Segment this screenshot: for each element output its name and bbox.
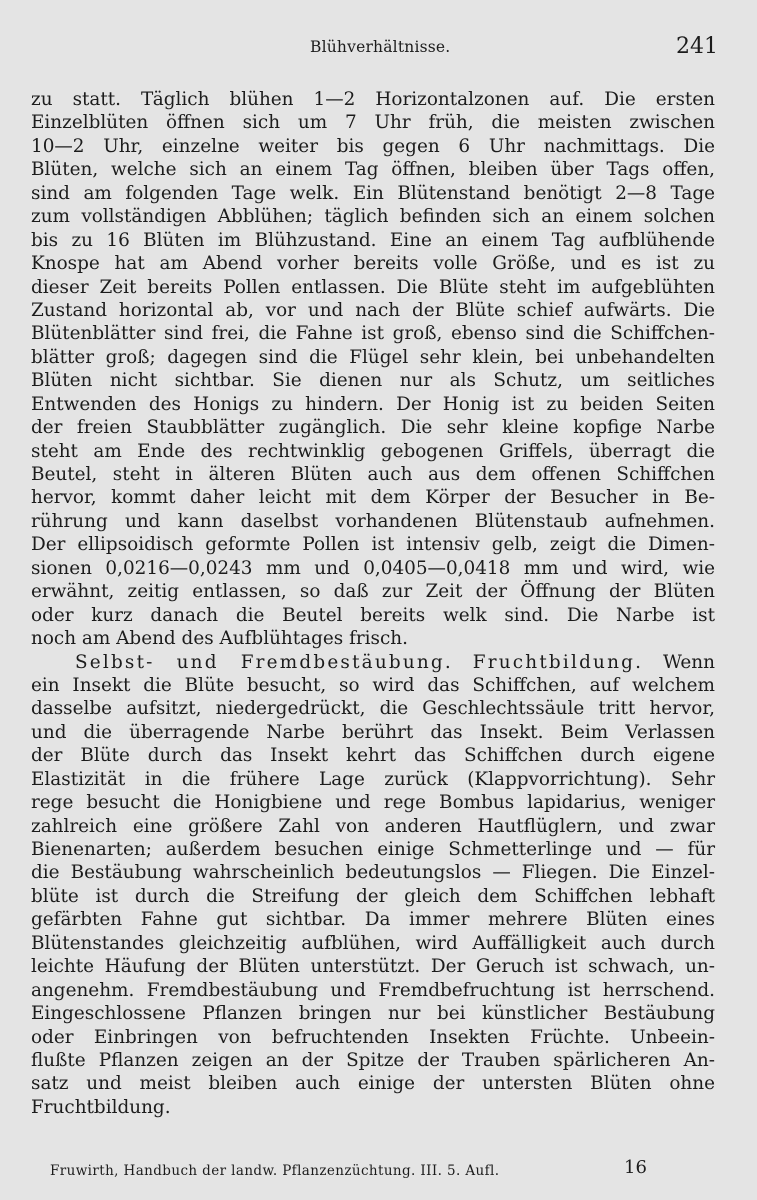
text-line: Blüten nicht sichtbar. Sie dienen nur als Schutz, um seitliches	[31, 370, 715, 392]
section-heading-line	[31, 651, 715, 674]
text-line: flußte Pflanzen zeigen an der Spitze der Trauben spärlicheren An-	[31, 1049, 715, 1071]
text-line: Blütenblätter sind frei, die Fahne ist groß, ebenso sind die Schiffchen-	[31, 323, 715, 345]
text-line: rege besucht die Honigbiene und rege Bombus lapidarius, weniger	[31, 792, 715, 814]
text-line: Knospe hat am Abend vorher bereits volle Größe, und es ist zu	[31, 253, 715, 275]
text-line: Fruchtbildung.	[31, 1096, 171, 1118]
text-line: dieser Zeit bereits Pollen entlassen. Die Blüte steht im aufgeblühten	[31, 276, 715, 298]
running-title: Blühverhältnisse.	[310, 38, 451, 56]
text-line: Blüten, welche sich an einem Tag öffnen, bleiben über Tags offen,	[31, 159, 715, 181]
text-line: hervor, kommt daher leicht mit dem Körper der Besucher in Be-	[31, 487, 715, 509]
text-line: steht am Ende des rechtwinklig gebogenen Griffels, überragt die	[31, 440, 715, 462]
text-line: oder kurz danach die Beutel bereits welk sind. Die Narbe ist	[31, 604, 715, 626]
text-line: Entwenden des Honigs zu hindern. Der Honig ist zu beiden Seiten	[31, 393, 715, 415]
text-line: angenehm. Fremdbestäubung und Fremdbefruchtung ist herrschend.	[31, 979, 715, 1001]
text-line: oder Einbringen von befruchtenden Insekten Früchte. Unbeein-	[31, 1026, 715, 1048]
text-line: dasselbe aufsitzt, niedergedrückt, die Geschlechtssäule tritt hervor,	[31, 698, 715, 720]
running-header	[0, 36, 757, 66]
text-line: rührung und kann daselbst vorhandenen Blütenstaub aufnehmen.	[31, 510, 715, 532]
text-line: gefärbten Fahne gut sichtbar. Da immer mehrere Blüten eines	[31, 909, 715, 931]
text-line: der Blüte durch das Insekt kehrt das Schiffchen durch eigene	[31, 745, 715, 767]
text-line: bis zu 16 Blüten im Blühzustand. Eine an einem Tag aufblühende	[31, 229, 715, 251]
text-line: Der ellipsoidisch geformte Pollen ist intensiv gelb, zeigt die Dimen-	[31, 534, 715, 556]
text-line: Elastizität in die frühere Lage zurück (Klappvorrichtung). Sehr	[31, 768, 715, 790]
text-line: blätter groß; dagegen sind die Flügel sehr klein, bei unbehandelten	[31, 346, 715, 368]
text-line: zu statt. Täglich blühen 1—2 Horizontalzonen auf. Die ersten	[31, 89, 715, 110]
text-line: und die überragende Narbe berührt das Insekt. Beim Verlassen	[31, 721, 715, 743]
heading-line-tail: Wenn	[663, 651, 715, 673]
text-line: Bienenarten; außerdem besuchen einige Schmetterlinge und — für	[31, 839, 715, 860]
text-line: zum vollständigen Abblühen; täglich befinden sich an einem solchen	[31, 206, 715, 228]
footer-citation: Fruwirth, Handbuch der landw. Pflanzenzüchtung. III. 5. Aufl.	[50, 1163, 500, 1179]
text-line: sind am folgenden Tage welk. Ein Blütenstand benötigt 2—8 Tage	[31, 182, 715, 204]
text-line: sionen 0,0216—0,0243 mm und 0,0405—0,0418 mm und wird, wie	[31, 557, 715, 579]
signature-mark: 16	[624, 1157, 647, 1178]
text-line: 10—2 Uhr, einzelne weiter bis gegen 6 Uhr nachmittags. Die	[31, 135, 715, 157]
text-line: Einzelblüten öffnen sich um 7 Uhr früh, die meisten zwischen	[31, 112, 715, 134]
body-text	[31, 88, 715, 1119]
text-line: Blütenstandes gleichzeitig aufblühen, wird Auffälligkeit auch durch	[31, 932, 715, 954]
text-line: Zustand horizontal ab, vor und nach der Blüte schief aufwärts. Die	[31, 299, 715, 321]
text-line: Beutel, steht in älteren Blüten auch aus dem offenen Schiffchen	[31, 464, 715, 485]
text-line: satz und meist bleiben auch einige der untersten Blüten ohne	[31, 1073, 715, 1095]
page-number: 241	[676, 34, 718, 59]
text-line: leichte Häufung der Blüten unterstützt. Der Geruch ist schwach, un-	[31, 956, 715, 978]
page-footer	[0, 1157, 757, 1187]
text-line: noch am Abend des Aufblühtages frisch.	[31, 628, 408, 650]
subheading-pollination: Selbst- und Fremdbestäubung.	[75, 651, 453, 673]
subheading-fruit-set: Fruchtbildung.	[472, 651, 644, 673]
text-line: der freien Staubblätter zugänglich. Die sehr kleine kopfige Narbe	[31, 417, 715, 439]
text-line: blüte ist durch die Streifung der gleich dem Schiffchen lebhaft	[31, 885, 715, 907]
text-line: Eingeschlossene Pflanzen bringen nur bei künstlicher Bestäubung	[31, 1003, 715, 1025]
text-line: erwähnt, zeitig entlassen, so daß zur Zeit der Öffnung der Blüten	[31, 581, 715, 603]
text-line: ein Insekt die Blüte besucht, so wird das Schiffchen, auf welchem	[31, 674, 715, 696]
text-line: zahlreich eine größere Zahl von anderen Hautflüglern, und zwar	[31, 815, 715, 837]
text-line: die Bestäubung wahrscheinlich bedeutungslos — Fliegen. Die Einzel-	[31, 862, 715, 884]
